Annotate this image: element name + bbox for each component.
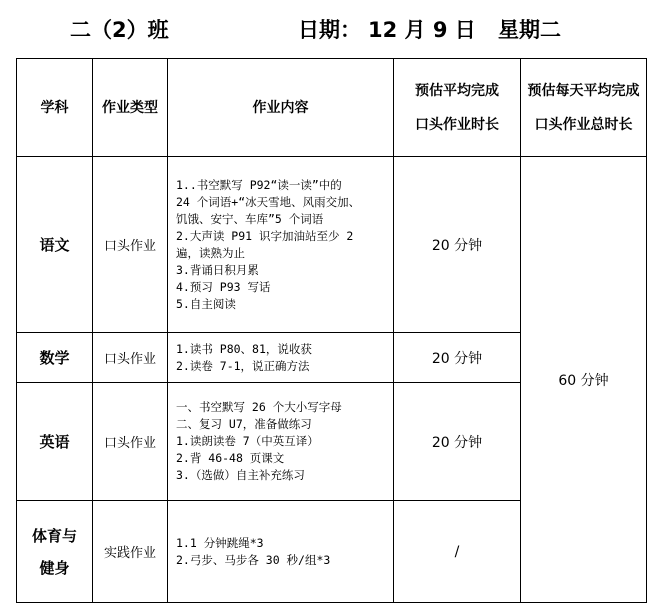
table-header-row (17, 59, 647, 157)
content-line: 2.弓步、马步各 30 秒/组*3 (176, 552, 331, 567)
content-line: 2.大声读 P91 识字加油站至少 2 (176, 228, 354, 243)
weekday: 星期二 (498, 18, 561, 42)
content-line: 4.预习 P93 写话 (176, 279, 271, 294)
homework-content (168, 383, 394, 501)
header-content: 作业内容 (168, 59, 394, 157)
content-line: 1.读书 P80、81，说收获 (176, 341, 312, 356)
content-line: 1..书空默写 P92“读一读”中的 (176, 177, 342, 192)
header-subject: 学科 (17, 59, 93, 157)
header-daily-total-line1: 预估每天平均完成 (527, 82, 640, 99)
content-line: 饥饿、安宁、车库”5 个词语 (176, 211, 324, 226)
content-line: 1.读朗读卷 7（中英互译） (176, 434, 319, 448)
content-line: 5.自主阅读 (176, 296, 236, 311)
content-line: 24 个词语+“冰天雪地、风雨交加、 (176, 194, 361, 209)
content-line: 遍，读熟为止 (176, 245, 245, 260)
date-label: 日期： (298, 18, 361, 42)
header-daily-total-line2: 口头作业总时长 (534, 116, 633, 133)
homework-content (168, 333, 394, 383)
homework-type: 实践作业 (93, 501, 168, 603)
subject-pe (17, 501, 93, 603)
content-line: 2.背 46-48 页课文 (176, 451, 285, 465)
subject-math: 数学 (17, 333, 93, 383)
subject-english: 英语 (17, 383, 93, 501)
subject-pe-line2: 健身 (39, 558, 70, 577)
homework-type: 口头作业 (93, 333, 168, 383)
header-avg-time-line2: 口头作业时长 (415, 116, 499, 133)
content-line: 1.1 分钟跳绳*3 (176, 535, 264, 550)
avg-time: 20 分钟 (394, 157, 521, 333)
homework-type: 口头作业 (93, 383, 168, 501)
header (0, 8, 664, 48)
header-type: 作业类型 (93, 59, 168, 157)
content-line: 一、书空默写 26 个大小写字母 (176, 400, 342, 414)
content-line: 3.背诵日积月累 (176, 262, 259, 277)
header-daily-total (521, 59, 647, 157)
date-value: 12 月 9 日 (368, 18, 476, 42)
homework-content (168, 157, 394, 333)
subject-chinese: 语文 (17, 157, 93, 333)
class-name: 二（2）班 (70, 18, 169, 42)
homework-type: 口头作业 (93, 157, 168, 333)
content-line: 二、复习 U7，准备做练习 (176, 417, 312, 431)
homework-table (16, 58, 647, 603)
avg-time: 20 分钟 (394, 333, 521, 383)
header-avg-time (394, 59, 521, 157)
content-line: 3.（选做）自主补充练习 (176, 468, 305, 482)
content-line: 2.读卷 7-1，说正确方法 (176, 358, 310, 373)
homework-content (168, 501, 394, 603)
avg-time: 20 分钟 (394, 383, 521, 501)
subject-pe-line1: 体育与 (31, 526, 77, 545)
header-avg-time-line1: 预估平均完成 (415, 82, 499, 99)
avg-time: / (394, 501, 521, 603)
daily-total-time: 60 分钟 (521, 157, 647, 603)
table-row (17, 157, 647, 333)
